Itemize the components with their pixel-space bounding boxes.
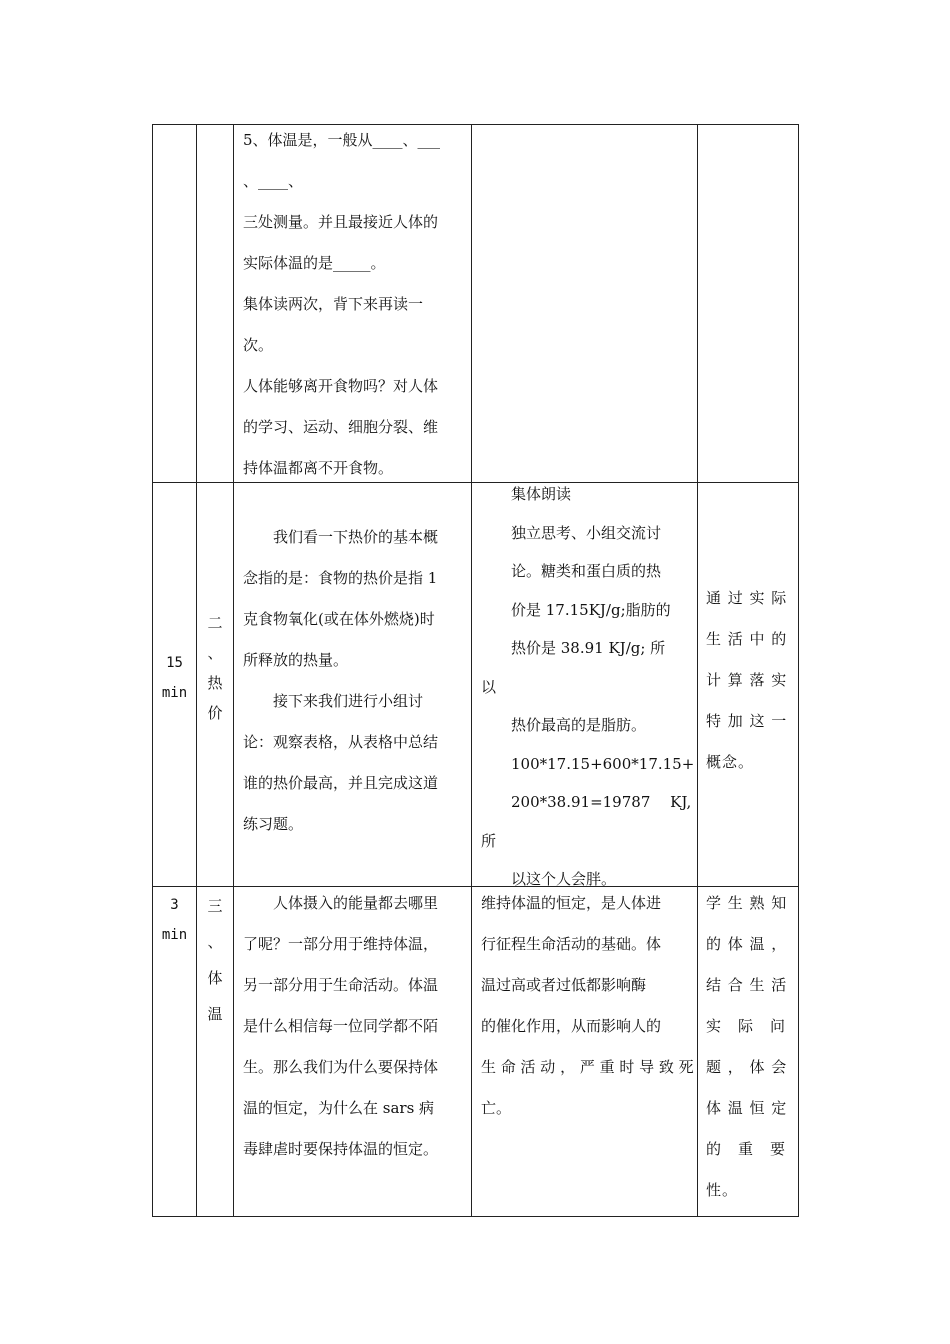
table-col-divider [471,124,472,1217]
text-line: 的 体 温 ， [706,935,788,953]
text-line: 毒肆虐时要保持体温的恒定。 [243,1140,439,1158]
row3-intent-cell [706,883,796,1211]
section-char: 温 [207,1005,223,1023]
text-line: 实际体温的是_____。 [243,254,386,272]
text-line: 以 [481,677,497,696]
text-line: 亡。 [481,1099,512,1117]
text-line: 计 算 落 实 [706,671,788,689]
text-line: 结 合 生 活 [706,976,788,994]
text-line: 通 过 实 际 [706,589,788,607]
text-line: 实 际 问 [706,1017,787,1035]
text-line: 生 活 中 的 [706,630,788,648]
text-line: 维持体温的恒定，是人体进 [481,894,662,912]
text-line: 论。糖类和蛋白质的热 [481,562,662,580]
section-char: 、 [207,644,223,662]
text-line: 了呢？一部分用于维持体温， [243,935,439,953]
text-line: 100*17.15+600*17.15+ [481,754,695,773]
row2-student-cell [481,475,695,899]
text-line: 价是 17.15KJ/g;脂肪的 [481,600,671,619]
time-value: 3 [170,897,179,913]
text-line: 热价最高的是脂肪。 [481,716,647,734]
section-char: 二 [207,614,223,632]
text-line: 以这个人会胖。 [481,870,617,888]
row3-student-cell [481,883,695,1129]
row3-time-cell [153,890,196,950]
text-line: 谁的热价最高，并且完成这道 [243,774,439,792]
table-border-right [798,124,799,1217]
text-line: 所释放的热量。 [243,651,349,669]
row2-teacher-cell [243,517,469,845]
text-line: 集体朗读 [481,485,572,503]
text-line: 5、体温是，一般从____、___ [243,131,441,149]
row3-section-cell [197,888,233,1032]
text-line: 论：观察表格，从表格中总结 [243,733,439,751]
text-line: 生 命 活 动 ， 严 重 时 导 致 死 [481,1058,694,1076]
text-line: 的 重 要 [706,1140,787,1158]
text-line: 的催化作用，从而影响人的 [481,1017,662,1035]
text-line: 三处测量。并且最接近人体的 [243,213,439,231]
text-line: 持体温都离不开食物。 [243,459,394,477]
row3-teacher-cell [243,883,469,1170]
text-line: 性。 [706,1181,739,1199]
text-line: 集体读两次，背下来再读一 [243,295,424,313]
text-line: 温过高或者过低都影响酶 [481,976,647,994]
text-line: 人体能够离开食物吗？对人体 [243,377,439,395]
text-line: 、____、 [243,172,304,190]
text-line: 热价是 38.91 KJ/g; 所 [481,639,666,657]
text-line: 念指的是：食物的热价是指 1 [243,569,438,587]
section-char: 体 [207,969,223,987]
text-line: 克食物氧化(或在体外燃烧)时 [243,610,435,628]
text-line: 生。那么我们为什么要保持体 [243,1058,439,1076]
time-unit: min [161,927,188,943]
text-line: 温的恒定，为什么在 sars 病 [243,1099,435,1117]
text-line: 接下来我们进行小组讨 [243,692,424,710]
text-line: 学 生 熟 知 [706,894,788,912]
row2-intent-cell [706,578,796,783]
text-line: 200*38.91=19787 KJ, [481,793,692,811]
text-line: 行征程生命活动的基础。体 [481,935,662,953]
text-line: 另一部分用于生命活动。体温 [243,976,439,994]
text-line: 所 [481,831,497,850]
section-char: 三 [207,897,223,915]
text-line: 体 温 恒 定 [706,1099,788,1117]
text-line: 人体摄入的能量都去哪里 [243,894,439,912]
text-line: 练习题。 [243,815,304,833]
text-line: 特 加 这 一 [706,712,788,730]
section-char: 价 [207,704,223,722]
row1-teacher-cell [243,120,469,489]
table-col-divider [233,124,234,1217]
row2-time-cell [153,648,196,708]
text-line: 独立思考、小组交流讨 [481,523,662,542]
table-col-divider [697,124,698,1217]
time-unit: min [161,685,188,701]
text-line: 次。 [243,336,274,354]
text-line: 是什么相信每一位同学都不陌 [243,1017,439,1035]
row2-section-cell [197,608,233,728]
text-line: 的学习、运动、细胞分裂、维 [243,418,439,436]
time-value: 15 [166,655,183,671]
text-line: 我们看一下热价的基本概 [243,528,439,546]
section-char: 、 [207,933,223,951]
text-line: 概念。 [706,753,755,771]
table-border-bottom [152,1216,799,1217]
section-char: 热 [207,674,223,692]
text-line: 题 ， 体 会 [706,1058,788,1076]
